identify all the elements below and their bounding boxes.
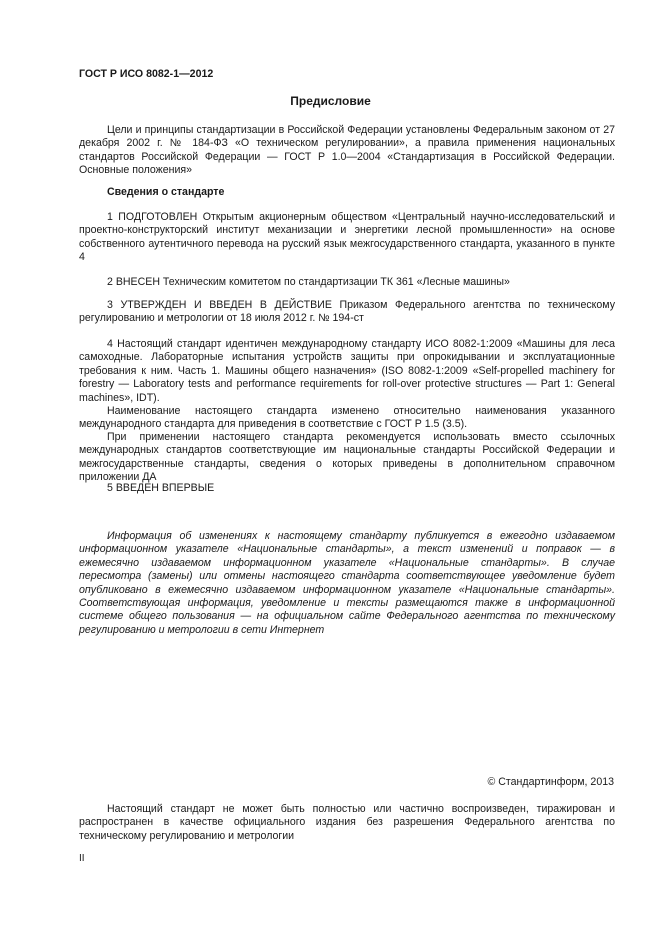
- change-notice-paragraph: Информация об изменениях к настоящему стандарту публикуется в ежегодно издаваемом информационном указателе «Национальные стандарты», а текст изменений и поправок — в ежемесячно издаваемом информационном указателе «Национальные стандарты». В случае пересмотра (замены) или отмены настоящего стандарта соответствующее уведомление будет опубликовано в ежемесячно издаваемом информационном указателе «Национальные стандарты». Соответствующая информация, уведомление и тексты размещаются также в информационной системе общего пользования — на официальном сайте Федерального агентства по техническому регулированию и метрологии в сети Интернет: [79, 530, 615, 636]
- item-1-paragraph: 1 ПОДГОТОВЛЕН Открытым акционерным обществом «Центральный научно-исследовательский и проектно-конструкторский институт механизации и энергетики лесной промышленности» на основе собственного аутентичного перевода на русский язык межгосударственного стандарта, указанного в пункте 4: [79, 211, 615, 264]
- page-number: II: [79, 853, 85, 864]
- item-3-paragraph: 3 УТВЕРЖДЕН И ВВЕДЕН В ДЕЙСТВИЕ Приказом Федерального агентства по техническому регулированию и метрологии от 18 июля 2012 г. № 194-ст: [79, 299, 615, 325]
- page-title: Предисловие: [290, 94, 371, 108]
- copyright-line: © Стандартинформ, 2013: [487, 776, 614, 788]
- document-code-header: ГОСТ Р ИСО 8082-1—2012: [79, 68, 214, 80]
- item-2-paragraph: 2 ВНЕСЕН Техническим комитетом по стандартизации ТК 361 «Лесные машины»: [107, 276, 510, 288]
- item-5-paragraph: 5 ВВЕДЕН ВПЕРВЫЕ: [107, 482, 215, 494]
- info-heading: Сведения о стандарте: [107, 186, 225, 198]
- item-4-paragraph: 4 Настоящий стандарт идентичен международному стандарту ИСО 8082-1:2009 «Машины для леса самоходные. Лабораторные испытания устройств защиты при опрокидывании и эксплуатационные требования к ним. Часть 1. Машины общего назначения» (ISO 8082-1:2009 «Self-propelled machinery for forestry — Laboratory tests and performance requirements for roll-over protective structures — Part 1: General machines», IDT).: [79, 338, 615, 404]
- item-4-references-paragraph: При применении настоящего стандарта рекомендуется использовать вместо ссылочных международных стандартов соответствующие им национальные стандарты Российской Федерации и межгосударственные стандарты, сведения о которых приведены в дополнительном справочном приложении ДА: [79, 431, 615, 484]
- intro-paragraph: Цели и принципы стандартизации в Российской Федерации установлены Федеральным законом от 27 декабря 2002 г. № 184-ФЗ «О техническом регулировании», а правила применения национальных стандартов Российской Федерации — ГОСТ Р 1.0—2004 «Стандартизация в Российской Федерации. Основные положения»: [79, 124, 615, 177]
- item-4-name-change-paragraph: Наименование настоящего стандарта изменено относительно наименования указанного международного стандарта для приведения в соответствие с ГОСТ Р 1.5 (3.5).: [79, 405, 615, 431]
- reproduction-notice-paragraph: Настоящий стандарт не может быть полностью или частично воспроизведен, тиражирован и распространен в качестве официального издания без разрешения Федерального агентства по техническому регулированию и метрологии: [79, 803, 615, 842]
